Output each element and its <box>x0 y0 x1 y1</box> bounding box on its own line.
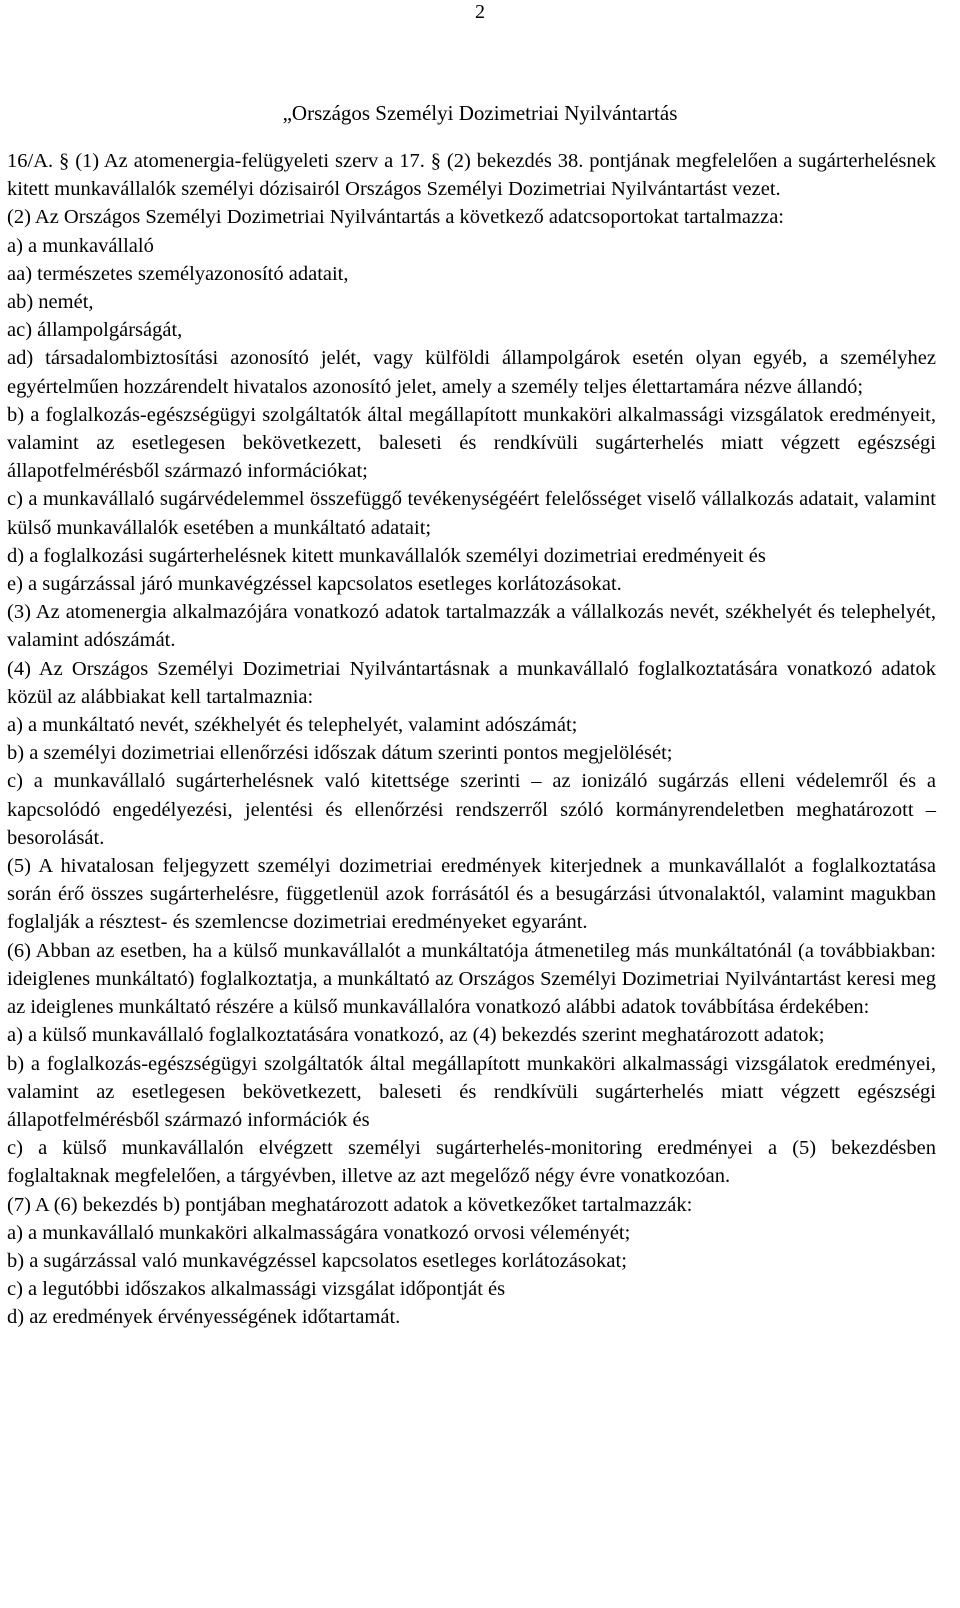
paragraph: (2) Az Országos Személyi Dozimetriai Nyilvántartás a következő adatcsoportokat tartalmazza: <box>7 206 784 229</box>
paragraph: aa) természetes személyazonosító adatait, <box>7 262 349 285</box>
paragraph: (4) Az Országos Személyi Dozimetriai Nyilvántartásnak a munkavállaló foglalkoztatására vonatkozó adatok közül az alábbiakat kell tartalmaznia: <box>7 657 936 708</box>
document-body <box>7 147 936 1332</box>
paragraph: c) a legutóbbi időszakos alkalmassági vizsgálat időpontját és <box>7 1278 506 1301</box>
paragraph: (5) A hivatalosan feljegyzett személyi dozimetriai eredmények kiterjednek a munkavállalót a foglalkoztatása során érő összes sugárterhelésre, függetlenül azok forrásától és a besugárzási útvonalaktól, valamint magukban foglalják a résztest- és szemlencse dozimetriai eredményeket egyaránt. <box>7 855 936 934</box>
paragraph: ac) állampolgárságát, <box>7 319 183 342</box>
paragraph: b) a foglalkozás-egészségügyi szolgáltatók által megállapított munkaköri alkalmassági vizsgálatok eredményeit, valamint az esetlegesen bekövetkezett, baleseti és rendkívüli sugárterhelés miatt végzett egészségi állapotfelmérésből származó információkat; <box>7 403 936 483</box>
paragraph: b) a sugárzással való munkavégzéssel kapcsolatos esetleges korlátozásokat; <box>7 1249 627 1272</box>
paragraph: d) az eredmények érvényességének időtartamát. <box>7 1306 401 1329</box>
paragraph: ab) nemét, <box>7 291 94 314</box>
paragraph: a) a munkavállaló munkaköri alkalmasságára vonatkozó orvosi véleményét; <box>7 1221 631 1244</box>
paragraph: c) a munkavállaló sugárterhelésnek való kitettsége szerinti – az ionizáló sugárzás elleni védelemről és a kapcsolódó engedélyezési, jelentési és ellenőrzési rendszerről szóló kormányrendeletben meghatározott – besorolását. <box>7 770 936 849</box>
paragraph: a) a munkáltató nevét, székhelyét és telephelyét, valamint adószámát; <box>7 714 578 737</box>
paragraph: c) a külső munkavállalón elvégzett személyi sugárterhelés-monitoring eredményei a (5) bekezdésben foglaltaknak megfelelően, a tárgyévben, illetve az azt megelőző négy évre vonatkozóan. <box>7 1137 936 1188</box>
section-title: „Országos Személyi Dozimetriai Nyilvántartás <box>282 101 678 125</box>
paragraph: (6) Abban az esetben, ha a külső munkavállalót a munkáltatója átmenetileg más munkáltatónál (a továbbiakban: ideiglenes munkáltató) foglalkoztatja, a munkáltató az Országos Személyi Dozimetriai Nyilvántartást keresi meg az ideiglenes munkáltató részére a külső munkavállalóra vonatkozó alábbi adatok továbbítása érdekében: <box>7 939 936 1019</box>
paragraph: 16/A. § (1) Az atomenergia-felügyeleti szerv a 17. § (2) bekezdés 38. pontjának megfelelően a sugárterhelésnek kitett munkavállalók személyi dózisairól Országos Személyi Dozimetriai Nyilvántartást vezet. <box>7 150 936 201</box>
paragraph: a) a munkavállaló <box>7 234 154 257</box>
paragraph: c) a munkavállaló sugárvédelemmel összefüggő tevékenységéért felelősséget viselő vállalkozás adatait, valamint külső munkavállalók esetében a munkáltató adatait; <box>7 488 936 539</box>
paragraph: d) a foglalkozási sugárterhelésnek kitett munkavállalók személyi dozimetriai eredményeit és <box>7 544 766 567</box>
paragraph: ad) társadalombiztosítási azonosító jelét, vagy külföldi állampolgárok esetén olyan egyéb, a személyhez egyértelműen hozzárendelt hivatalos azonosító jelet, amely a személy teljes élettartamára nézve állandó; <box>7 347 936 398</box>
page-number: 2 <box>475 1 485 23</box>
paragraph: a) a külső munkavállaló foglalkoztatására vonatkozó, az (4) bekezdés szerint meghatározott adatok; <box>7 1024 825 1047</box>
paragraph: e) a sugárzással járó munkavégzéssel kapcsolatos esetleges korlátozásokat. <box>7 573 622 596</box>
paragraph: (7) A (6) bekezdés b) pontjában meghatározott adatok a következőket tartalmazzák: <box>7 1193 693 1216</box>
paragraph: b) a foglalkozás-egészségügyi szolgáltatók által megállapított munkaköri alkalmassági vizsgálatok eredményei, valamint az esetlegesen bekövetkezett, baleseti és rendkívüli sugárterhelés miatt végzett egészségi állapotfelmérésből származó információk és <box>7 1052 936 1131</box>
paragraph: b) a személyi dozimetriai ellenőrzési időszak dátum szerinti pontos megjelölését; <box>7 742 673 765</box>
paragraph: (3) Az atomenergia alkalmazójára vonatkozó adatok tartalmazzák a vállalkozás nevét, székhelyét és telephelyét, valamint adószámát. <box>7 601 936 652</box>
